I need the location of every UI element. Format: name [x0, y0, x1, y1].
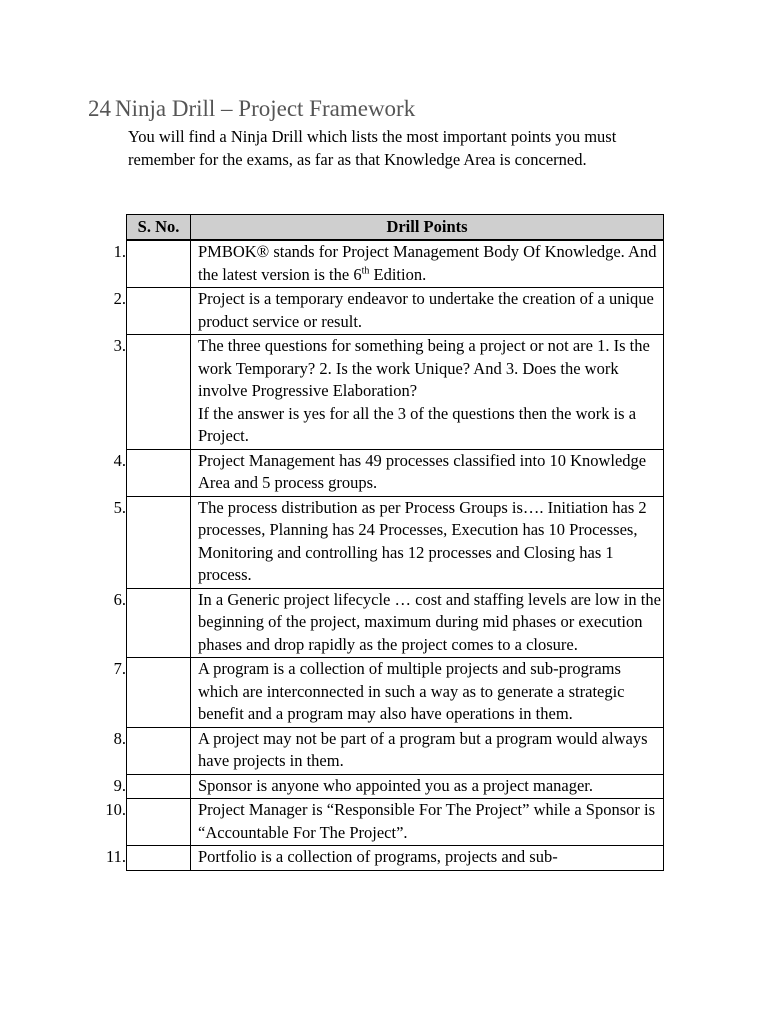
row-sno-cell	[113, 588, 191, 658]
row-sno-cell	[105, 799, 191, 846]
row-drill-point	[191, 335, 664, 450]
row-number: 2.	[113, 289, 126, 308]
row-number: 4.	[113, 450, 126, 470]
row-number: 7.	[113, 659, 126, 678]
row-sno-cell	[113, 658, 191, 728]
row-sno-cell	[113, 774, 191, 799]
header-sno: S. No.	[127, 215, 191, 241]
drill-point-text: Project Manager is “Responsible For The Project” while a Sponsor is “Accountable For The Project”.	[198, 800, 656, 842]
drill-point-text: PMBOK® stands for Project Management Body Of Knowledge. And the latest version is the 6	[198, 242, 657, 284]
drill-point-text: The process distribution as per Process Groups is…. Initiation has 2 processes, Planning has 24 Processes, Execution has 10 Processes, Monitoring and controlling has 12 processes and Closing has 1 process.	[198, 497, 647, 584]
row-sno-cell	[113, 449, 191, 496]
table-header-row	[127, 215, 664, 241]
row-number: 6.	[113, 589, 126, 609]
table-row	[127, 240, 664, 288]
ordinal-superscript: th	[361, 265, 370, 276]
drill-point-second-paragraph: If the answer is yes for all the 3 of the questions then the work is a Project.	[198, 403, 637, 445]
table-row	[127, 799, 664, 846]
table-row	[127, 449, 664, 496]
row-number: 8.	[113, 728, 126, 748]
table-row	[127, 658, 664, 728]
section-number: 24	[88, 96, 111, 121]
table-row	[127, 846, 664, 871]
table-row	[127, 335, 664, 450]
row-sno-cell	[113, 496, 191, 588]
section-heading	[88, 96, 415, 122]
row-drill-point	[191, 799, 664, 846]
row-number: 10.	[105, 800, 126, 819]
row-drill-point	[191, 846, 664, 871]
drill-point-text: The three questions for something being a project or not are 1. Is the work Temporary? 2. Is the work Unique? And 3. Does the work involve Progressive Elaboration?	[198, 336, 650, 400]
row-sno-cell	[113, 240, 191, 288]
drill-table-container	[105, 214, 663, 932]
drill-point-text: Project Management has 49 processes classified into 10 Knowledge Area and 5 process groups.	[198, 450, 647, 492]
drill-point-text: A project may not be part of a program but a program would always have projects in them.	[198, 728, 648, 770]
row-number: 3.	[113, 336, 126, 355]
drill-point-text: Project is a temporary endeavor to undertake the creation of a unique product service or result.	[198, 289, 654, 331]
table-row	[127, 588, 664, 658]
row-sno-cell	[113, 727, 191, 774]
row-drill-point	[191, 240, 664, 288]
row-drill-point	[191, 588, 664, 658]
drill-point-text: A program is a collection of multiple projects and sub-programs which are interconnected in such a way as to generate a strategic benefit and a program may also have operations in them.	[198, 659, 625, 723]
row-number: 9.	[113, 775, 126, 795]
table-body	[105, 240, 664, 870]
row-sno-cell	[105, 846, 191, 871]
row-number: 5.	[113, 497, 126, 517]
row-drill-point	[191, 288, 664, 335]
drill-point-text: Sponsor is anyone who appointed you as a project manager.	[198, 775, 593, 795]
row-sno-cell	[113, 335, 191, 450]
row-number: 11.	[105, 847, 126, 866]
table-row	[127, 288, 664, 335]
section-title: Ninja Drill – Project Framework	[115, 96, 416, 121]
drill-table	[105, 214, 664, 871]
table-row	[127, 496, 664, 588]
row-drill-point	[191, 774, 664, 799]
row-drill-point	[191, 496, 664, 588]
row-sno-cell	[113, 288, 191, 335]
drill-point-text-continued: Edition.	[369, 264, 427, 284]
row-drill-point	[191, 727, 664, 774]
header-drill-points: Drill Points	[191, 215, 664, 241]
drill-point-text: Portfolio is a collection of programs, projects and sub-	[198, 847, 558, 866]
intro-paragraph: You will find a Ninja Drill which lists the most important points you must remember for the exams, as far as that Knowledge Area is concerned.	[128, 127, 617, 169]
row-drill-point	[191, 449, 664, 496]
table-row	[127, 727, 664, 774]
table-row	[127, 774, 664, 799]
row-number: 1.	[113, 242, 126, 261]
drill-point-text: In a Generic project lifecycle … cost and staffing levels are low in the beginning of the project, maximum during mid phases or execution phases and drop rapidly as the project comes to a closure.	[198, 589, 661, 654]
row-drill-point	[191, 658, 664, 728]
